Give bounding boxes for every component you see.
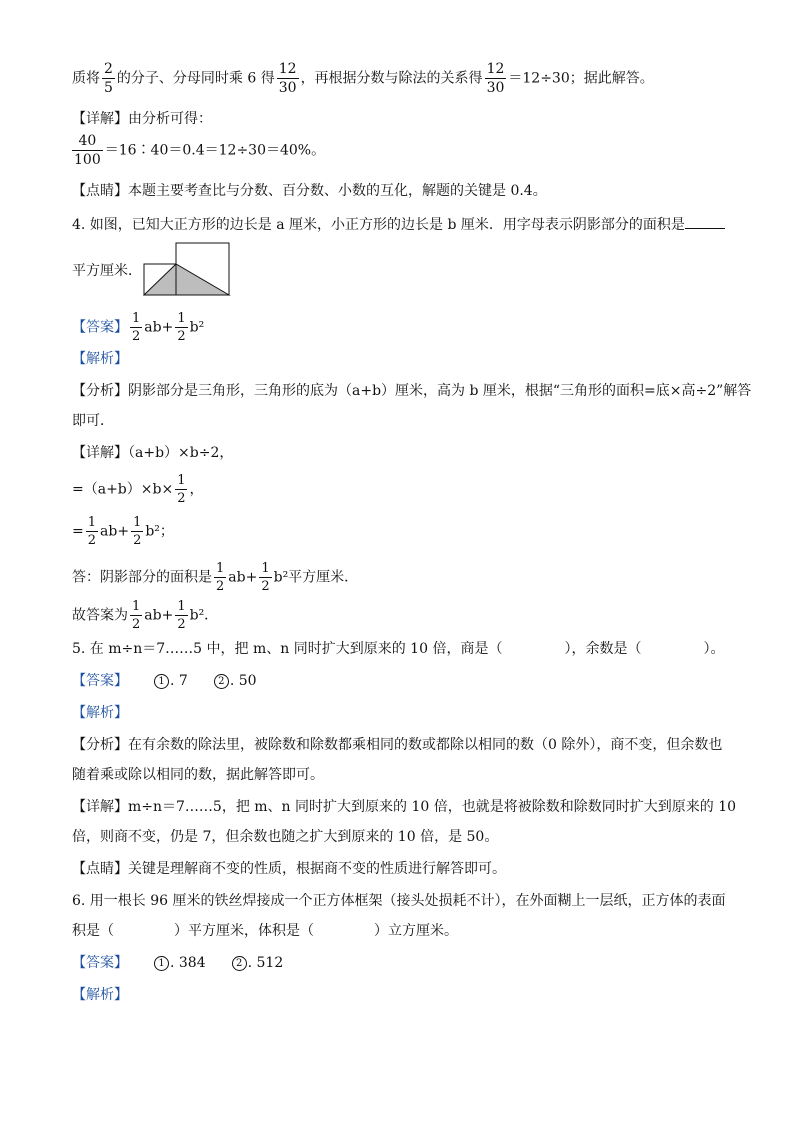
numerator: 2: [104, 61, 113, 77]
text: b²平方厘米．: [273, 569, 359, 586]
text: ＝12÷30；据此解答。: [508, 70, 654, 87]
text: b²: [189, 319, 205, 336]
answer-blank: [685, 214, 725, 229]
text-line: [72, 860, 506, 878]
text-line: [72, 474, 203, 505]
circled-number: 2: [232, 956, 247, 971]
section-tag: 【分析】: [72, 737, 128, 753]
fraction: [131, 516, 143, 547]
section-tag: 【详解】: [72, 111, 128, 127]
circled-number: 2: [214, 674, 229, 689]
denominator: 2: [177, 617, 186, 632]
denominator: 100: [74, 152, 101, 168]
numerator: 12: [486, 61, 505, 77]
text: 平方厘米．: [72, 263, 142, 279]
numerator: 1: [132, 311, 141, 326]
text: 倍，则商不变，仍是 7，但余数也随之扩大到原来的 10 倍，是 50。: [72, 829, 499, 845]
text: 的分子、分母同时乘 6 得: [116, 70, 275, 87]
section-tag: 【点睛】: [72, 861, 128, 877]
denominator: 2: [216, 579, 225, 594]
text-line: [72, 516, 174, 547]
section-tag: 【点睛】: [72, 183, 128, 199]
squares-figure: [143, 242, 233, 298]
fraction: [175, 312, 187, 343]
denominator: 30: [486, 80, 505, 96]
question-6: [72, 892, 726, 910]
numerator: 12: [278, 61, 297, 77]
fraction: [86, 516, 98, 547]
denominator: 2: [177, 491, 186, 506]
analysis-tag: [72, 704, 128, 722]
numerator: 1: [177, 599, 186, 614]
text: 即可．: [72, 413, 114, 429]
numerator: 1: [87, 515, 97, 530]
text: 【解析】: [72, 987, 128, 1003]
numerator: 1: [132, 599, 141, 614]
denominator: 2: [177, 329, 186, 344]
answer-value: . 50: [229, 673, 257, 689]
fraction: [214, 562, 226, 593]
text-line: [72, 62, 654, 95]
question-text: 积是（: [72, 923, 114, 939]
answer-line: [72, 954, 283, 972]
analysis-tag: [72, 350, 128, 368]
denominator: 2: [132, 617, 141, 632]
answer-tag: 【答案】: [72, 319, 128, 336]
question-6-cont: [72, 922, 458, 940]
text-line: [72, 600, 218, 631]
fraction: [130, 600, 142, 631]
text-line: [72, 766, 324, 784]
text-line: [72, 110, 212, 128]
circled-number: 1: [154, 956, 169, 971]
question-text: ），余数是（: [564, 641, 642, 657]
fraction: [72, 134, 103, 167]
text: ，: [189, 481, 204, 498]
question-text: 4. 如图，已知大正方形的边长是 a 厘米，小正方形的边长是 b 厘米．用字母表示阴影部分的面积是: [72, 217, 685, 233]
denominator: 5: [104, 80, 113, 96]
text: 故答案为: [72, 607, 128, 624]
answer-value: . 384: [170, 955, 206, 971]
text: ab+: [144, 319, 174, 336]
text-line: [72, 134, 325, 167]
text: 质将: [72, 70, 100, 87]
shaded-triangle: [144, 264, 229, 295]
text: b²；: [145, 523, 174, 540]
text: 本题主要考查比与分数、百分数、小数的互化，解题的关键是 0.4。: [128, 183, 547, 199]
text-line: [72, 182, 547, 200]
text-line: [72, 382, 751, 400]
question-4: [72, 214, 725, 234]
fraction: [175, 600, 187, 631]
numerator: 1: [133, 515, 142, 530]
text: ab+: [100, 523, 130, 540]
text-line: [72, 736, 722, 754]
text: 阴影部分是三角形，三角形的底为（a+b）厘米，高为 b 厘米，根据“三角形的面积=底×高÷2”解答: [128, 383, 752, 399]
denominator: 2: [132, 329, 141, 344]
text-line: [72, 828, 498, 846]
answer-tag: 【答案】: [72, 673, 128, 689]
question-5: [72, 640, 724, 658]
numerator: 40: [72, 134, 103, 151]
text: ab+: [228, 569, 258, 586]
denominator: 30: [278, 80, 297, 96]
fraction: [485, 62, 507, 95]
question-text: ）。: [703, 641, 725, 657]
text: ，再根据分数与除法的关系得: [300, 70, 483, 87]
text: 关键是理解商不变的性质，根据商不变的性质进行解答即可。: [128, 861, 506, 877]
denominator: 2: [133, 533, 142, 548]
fraction: [102, 62, 115, 95]
text: ab+: [144, 607, 174, 624]
question-text: 5. 在 m÷n＝7……5 中，把 m、n 同时扩大到原来的 10 倍，商是（: [72, 641, 503, 657]
answer-value: . 7: [170, 673, 188, 689]
text: 在有余数的除法里，被除数和除数都乘相同的数或都除以相同的数（0 除外），商不变，但余数也: [128, 737, 723, 753]
text-line: [72, 562, 358, 593]
section-tag: 【详解】: [72, 799, 128, 815]
text: 【解析】: [72, 705, 128, 721]
numerator: 1: [177, 473, 186, 488]
text: =（a+b）×b×: [72, 481, 174, 498]
numerator: 1: [177, 311, 186, 326]
text: m÷n＝7……5，把 m、n 同时扩大到原来的 10 倍，也就是将被除数和除数同时扩大到原来的 10: [128, 799, 737, 815]
text: 答：阴影部分的面积是: [72, 569, 212, 586]
numerator: 1: [216, 561, 225, 576]
fraction: [259, 562, 271, 593]
denominator: 2: [87, 533, 97, 548]
text: =: [72, 523, 84, 540]
text: 由分析可得：: [128, 111, 212, 127]
answer-value: . 512: [247, 955, 284, 971]
text: b²．: [189, 607, 219, 624]
numerator: 1: [261, 561, 270, 576]
text-line: [72, 444, 233, 462]
fraction: [130, 312, 142, 343]
text-line: [72, 798, 736, 816]
analysis-tag: [72, 986, 128, 1004]
question-text: ）平方厘米，体积是（: [174, 923, 314, 939]
text: ＝16∶40＝0.4＝12÷30＝40%。: [104, 142, 326, 159]
question-text: 6. 用一根长 96 厘米的铁丝焊接成一个正方体框架（接头处损耗不计），在外面糊上一层纸，正方体的表面: [72, 893, 726, 909]
text: 【解析】: [72, 351, 128, 367]
answer-line: [72, 672, 257, 690]
answer-line: [72, 312, 204, 343]
text: 随着乘或除以相同的数，据此解答即可。: [72, 767, 324, 783]
fraction: [175, 474, 187, 505]
question-text: ）立方厘米。: [374, 923, 458, 939]
fraction: [277, 62, 299, 95]
section-tag: 【分析】: [72, 383, 128, 399]
text-line: [72, 412, 114, 430]
circled-number: 1: [154, 674, 169, 689]
text-line: [72, 262, 142, 280]
text: （a+b）×b÷2，: [128, 445, 234, 461]
section-tag: 【详解】: [72, 445, 128, 461]
denominator: 2: [261, 579, 270, 594]
answer-tag: 【答案】: [72, 955, 128, 971]
